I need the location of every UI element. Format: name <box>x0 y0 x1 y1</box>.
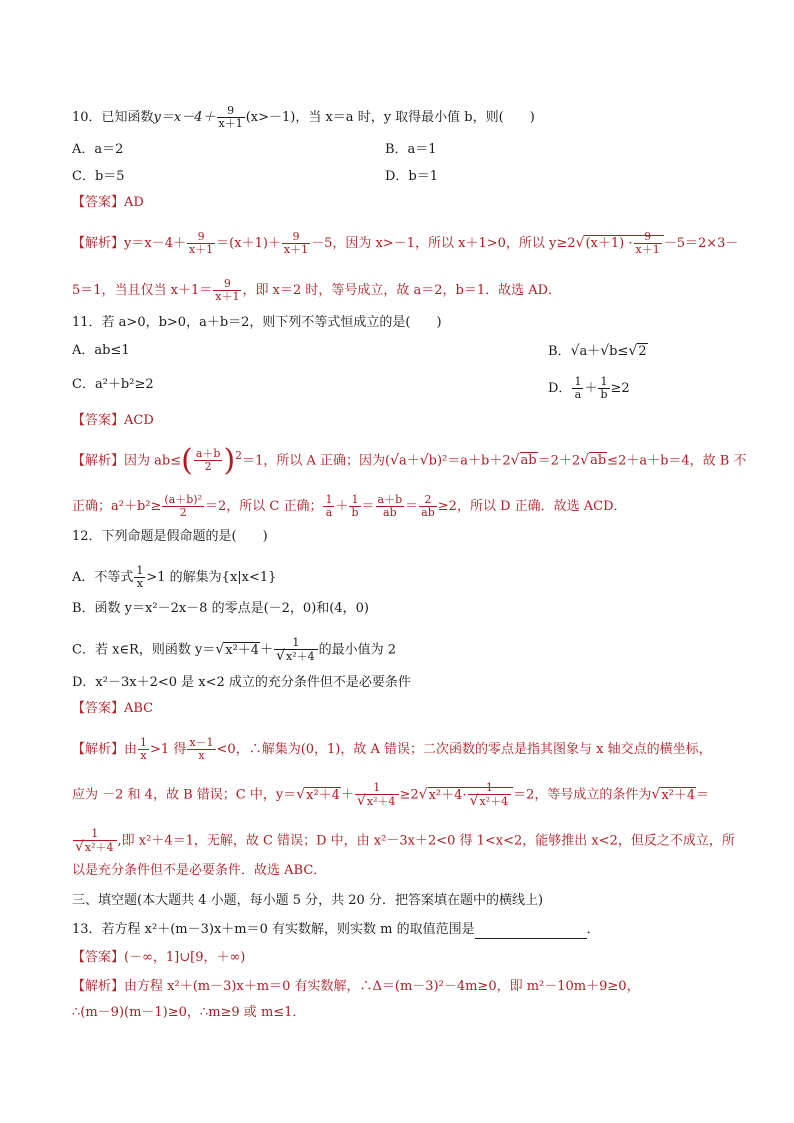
q11-option-b: B．√a＋√b≤√2 <box>548 343 647 359</box>
q10-option-c: C．b＝5 <box>72 169 125 184</box>
q13-explanation-line1: 【解析】由方程 x²＋(m－3)x＋m＝0 有实数解，∴Δ＝(m－3)²－4m≥0，即 m²－10m＋9≥0， <box>72 979 640 994</box>
q12-option-b: B．函数 y＝x²－2x－8 的零点是(－2，0)和(4，0) <box>72 601 369 616</box>
q13-stem: 13．若方程 x²＋(m－3)x＋m＝0 有实数解，则实数 m 的取值范围是 ． <box>72 922 600 937</box>
q10-answer: 【答案】AD <box>72 195 144 210</box>
q11-answer: 【答案】ACD <box>72 413 154 428</box>
q12-option-d: D．x²－3x＋2<0 是 x<2 成立的充分条件但不是必要条件 <box>72 675 411 690</box>
q10-option-b: B．a＝1 <box>385 142 437 157</box>
q10-explanation-line1: 【解析】y＝x－4＋ $\frac{9}{x+1}$ ＝(x＋1)＋ $\frac{9}{x+1}$ －5，因为 x>－1，所以 x＋1>0，所以 y≥2√(x＋1) · $\frac{9}{x+1}$ －5＝2×3－ <box>72 230 739 256</box>
q10-option-d: D．b＝1 <box>385 169 439 184</box>
q13-answer-blank[interactable] <box>475 925 587 939</box>
q11-stem: 11．若 a>0，b>0，a＋b＝2，则下列不等式恒成立的是( ) <box>72 315 442 330</box>
q12-answer: 【答案】ABC <box>72 701 154 716</box>
q11-option-c: C．a²＋b²≥2 <box>72 377 154 392</box>
q12-explanation-line4: 以是充分条件但不是必要条件．故选 ABC． <box>72 863 327 878</box>
q11-explanation-line1: 【解析】因为 ab≤( $\frac{a+b}{2}$ )$^2$＝1，所以 A 正确；因为(√a＋√b)²＝a＋b＋2√ab＝2＋2√ab≤2＋a＋b＝4，故 B 不 <box>72 442 747 478</box>
q12-option-a: A．不等式 $\frac{1}{x}$ >1 的解集为{x|x<1} <box>72 564 277 590</box>
q12-stem: 12．下列命题是假命题的是( ) <box>72 529 268 544</box>
q13-answer: 【答案】(－∞，1]∪[9，＋∞) <box>72 950 246 965</box>
q12-explanation-line1: 【解析】由 $\frac{1}{x}$ >1 得 $\frac{x-1}{x}$ <0，∴解集为(0，1)，故 A 错误；二次函数的零点是指其图象与 x 轴交点的横坐标， <box>72 736 712 762</box>
q10-option-a: A．a＝2 <box>72 142 124 157</box>
q12-explanation-line2: 应为 －2 和 4，故 B 错误；C 中，y＝√x²＋4＋ $\frac{1}{\text{√x²＋4}}$ ≥2√x²＋4· $\frac{1}{\text{√x²＋4}}$ ＝2，等号成立的条件为√x²＋4＝ <box>72 781 710 809</box>
section-3-heading: 三、填空题(本大题共 4 小题，每小题 5 分，共 20 分．把答案填在题中的横线上) <box>72 893 544 908</box>
q11-option-d: D． $\frac{1}{a}$ ＋ $\frac{1}{b}$ ≥2 <box>548 375 630 401</box>
q12-option-c: C．若 x∈R，则函数 y＝√x²＋4＋ $\frac{1}{\text{√x²＋4}}$ 的最小值为 2 <box>72 636 397 664</box>
q12-explanation-line3: $\frac{1}{\text{√x²＋4}}$ ,即 x²＋4＝1，无解，故 C 错误；D 中，由 x²－3x＋2<0 得 1<x<2，能够推出 x<2，但反之不成立，所 <box>75 827 735 855</box>
q11-explanation-line2: 正确；a²＋b²≥ $\frac{\text{(a＋b)²}}{2}$ ＝2，所以 C 正确； $\frac{1}{a}$ ＋ $\frac{1}{b}$ ＝ $\frac{a+b}{ab}$ ＝ $\frac{2}{ab}$ ≥2，所以 D 正确．故选 ACD． <box>72 493 627 519</box>
q10-explanation-line2: 5＝1，当且仅当 x＋1＝ $\frac{9}{x+1}$ ，即 x＝2 时，等号成立，故 a＝2，b＝1．故选 AD． <box>72 277 562 303</box>
q11-option-a: A．ab≤1 <box>72 343 130 358</box>
q13-explanation-line2: ∴(m－9)(m－1)≥0，∴m≥9 或 m≤1． <box>72 1005 306 1020</box>
q10-stem: 10．已知函数y＝x－4＋ $\frac{9}{x+1}$ (x>－1)，当 x＝a 时，y 取得最小值 b，则( ) <box>72 104 535 130</box>
